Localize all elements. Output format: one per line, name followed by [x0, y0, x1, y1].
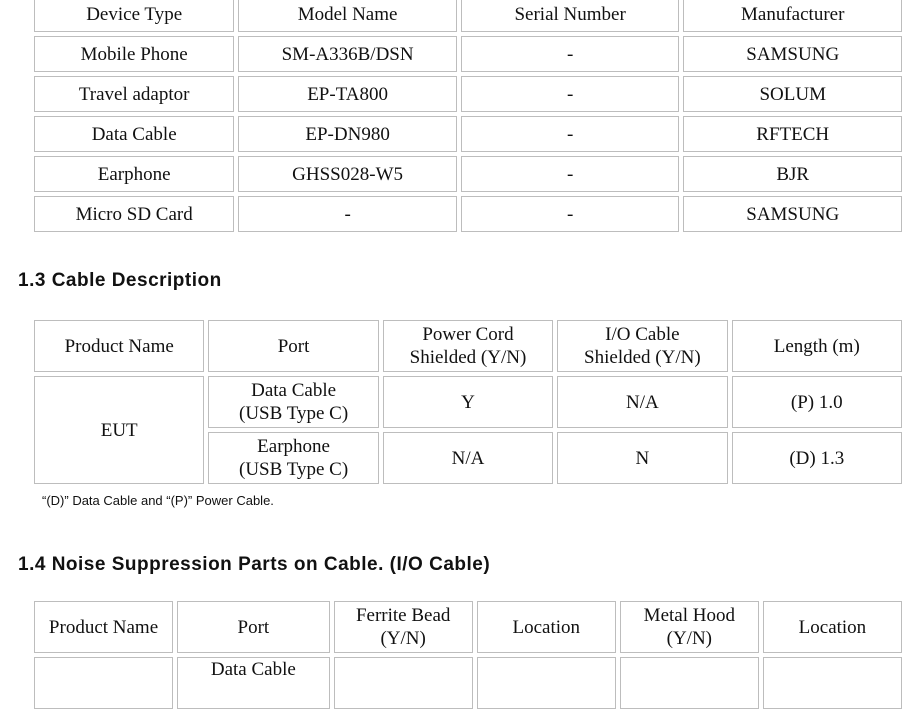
cell-product-name — [34, 657, 173, 709]
table-header-row — [34, 320, 902, 372]
cell-device-type: Mobile Phone — [34, 36, 234, 72]
cell-location — [763, 657, 902, 709]
cable-description-table — [30, 316, 906, 488]
cell-location — [477, 657, 616, 709]
cell-port: Earphone (USB Type C) — [208, 432, 378, 484]
cell-manufacturer: SAMSUNG — [683, 36, 902, 72]
table-header-row — [34, 0, 902, 32]
cell-serial-number: - — [461, 156, 680, 192]
cell-product-name: EUT — [34, 376, 204, 484]
cell-power-cord: N/A — [383, 432, 553, 484]
table-row — [34, 196, 902, 232]
table-header-row — [34, 601, 902, 653]
cable-footnote: “(D)” Data Cable and “(P)” Power Cable. — [42, 493, 274, 508]
header-location: Location — [763, 601, 902, 653]
cell-port: Data Cable (USB Type C) — [208, 376, 378, 428]
header-ferrite-bead: Ferrite Bead (Y/N) — [334, 601, 473, 653]
cell-model-name: EP-DN980 — [238, 116, 457, 152]
table-row — [34, 36, 902, 72]
header-location: Location — [477, 601, 616, 653]
cell-serial-number: - — [461, 116, 680, 152]
cell-serial-number: - — [461, 36, 680, 72]
cell-model-name: GHSS028-W5 — [238, 156, 457, 192]
header-model-name: Model Name — [238, 0, 457, 32]
cell-length: (P) 1.0 — [732, 376, 902, 428]
cell-port: Data Cable — [177, 657, 330, 709]
noise-suppression-table — [30, 597, 906, 713]
cell-power-cord: Y — [383, 376, 553, 428]
cell-device-type: Earphone — [34, 156, 234, 192]
header-port: Port — [177, 601, 330, 653]
cell-metal-hood — [620, 657, 759, 709]
cell-device-type: Travel adaptor — [34, 76, 234, 112]
cell-model-name: SM-A336B/DSN — [238, 36, 457, 72]
cell-manufacturer: BJR — [683, 156, 902, 192]
cell-manufacturer: SOLUM — [683, 76, 902, 112]
table-row — [34, 76, 902, 112]
cell-ferrite-bead — [334, 657, 473, 709]
header-io-cable-shielded: I/O Cable Shielded (Y/N) — [557, 320, 727, 372]
cell-model-name: EP-TA800 — [238, 76, 457, 112]
header-length: Length (m) — [732, 320, 902, 372]
cell-manufacturer: SAMSUNG — [683, 196, 902, 232]
header-product-name: Product Name — [34, 601, 173, 653]
cell-io-cable: N — [557, 432, 727, 484]
section-heading-noise-suppression: 1.4 Noise Suppression Parts on Cable. (I/O Cable) — [18, 554, 491, 575]
header-metal-hood: Metal Hood (Y/N) — [620, 601, 759, 653]
cell-io-cable: N/A — [557, 376, 727, 428]
cell-device-type: Micro SD Card — [34, 196, 234, 232]
cell-manufacturer: RFTECH — [683, 116, 902, 152]
table-row — [34, 376, 902, 428]
table-row — [34, 156, 902, 192]
equipment-table — [30, 0, 906, 236]
header-manufacturer: Manufacturer — [683, 0, 902, 32]
table-row — [34, 657, 902, 709]
cell-model-name: - — [238, 196, 457, 232]
header-device-type: Device Type — [34, 0, 234, 32]
cell-serial-number: - — [461, 196, 680, 232]
cell-device-type: Data Cable — [34, 116, 234, 152]
header-power-cord-shielded: Power Cord Shielded (Y/N) — [383, 320, 553, 372]
header-serial-number: Serial Number — [461, 0, 680, 32]
header-port: Port — [208, 320, 378, 372]
section-heading-cable-description: 1.3 Cable Description — [18, 270, 222, 291]
header-product-name: Product Name — [34, 320, 204, 372]
cell-serial-number: - — [461, 76, 680, 112]
cell-length: (D) 1.3 — [732, 432, 902, 484]
table-row — [34, 116, 902, 152]
